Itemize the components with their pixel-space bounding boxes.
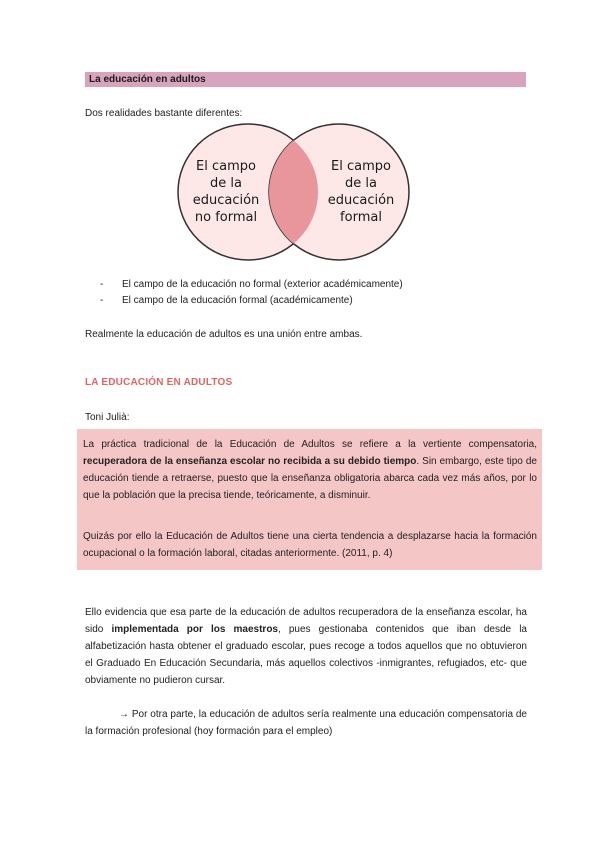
quote-paragraph-1 bbox=[83, 436, 537, 504]
section-header-title: La educación en adultos bbox=[89, 74, 206, 85]
venn-right-line-1: El campo bbox=[331, 159, 391, 174]
venn-right-line-3: educación bbox=[327, 193, 395, 208]
venn-left-line-2: de la bbox=[210, 176, 242, 191]
body-text: Ello evidencia que esa parte de la educación de adultos recuperadora de la enseñanza escolar, ha sido bbox=[85, 607, 527, 635]
body-paragraph-2 bbox=[85, 706, 527, 740]
venn-left-line-1: El campo bbox=[196, 159, 256, 174]
bullet-item: - El campo de la educación no formal (exterior académicamente) bbox=[100, 277, 403, 293]
venn-left-line-3: educación bbox=[192, 193, 260, 208]
body-text: , pues gestionaba contenidos que iban desde la alfabetización hasta obtener el graduado escolar, pues recoge a todos aquellos que no obtuvieron el Graduado En Educación Secundaria, más aquellos colectivos -inmigrantes, refugiados, etc- que obviamente no pudieron cursar. bbox=[85, 624, 527, 686]
quote-text: . Sin embargo, este tipo de educación tiende a retraerse, puesto que la enseñanza obligatoria abarca cada vez más años, por lo que la población que la precisa tiende, teóricamente, a disminuir. bbox=[83, 456, 537, 501]
venn-right-line-2: de la bbox=[345, 176, 377, 191]
section-heading: LA EDUCACIÓN EN ADULTOS bbox=[85, 377, 233, 388]
conclusion-text: Realmente la educación de adultos es una unión entre ambas. bbox=[85, 329, 363, 340]
body-text: → Por otra parte, la educación de adultos sería realmente una educación compensatoria de la formación profesional (hoy formación para el empleo) bbox=[85, 709, 527, 737]
section-header bbox=[85, 72, 526, 87]
intro-text: Dos realidades bastante diferentes: bbox=[85, 108, 243, 119]
quote-paragraph-2: Quizás por ello la Educación de Adultos tiene una cierta tendencia a desplazarse hacia la formación ocupacional o la formación laboral, citadas anteriormente. (2011, p. 4) bbox=[83, 531, 537, 559]
bullet-list bbox=[100, 277, 403, 309]
quote-text: La práctica tradicional de la Educación de Adultos se refiere a la vertiente compensatoria, bbox=[83, 439, 537, 450]
venn-left-line-4: no formal bbox=[194, 210, 258, 225]
venn-right-line-4: formal bbox=[340, 210, 382, 225]
author-label: Toni Julià: bbox=[85, 412, 130, 423]
venn-diagram bbox=[176, 122, 411, 262]
quote-bold-text: recuperadora de la enseñanza escolar no recibida a su debido tiempo bbox=[83, 456, 417, 467]
bullet-item: - El campo de la educación formal (académicamente) bbox=[100, 293, 403, 309]
body-bold-text: implementada por los maestros bbox=[111, 624, 278, 635]
body-paragraph-1 bbox=[85, 604, 527, 689]
